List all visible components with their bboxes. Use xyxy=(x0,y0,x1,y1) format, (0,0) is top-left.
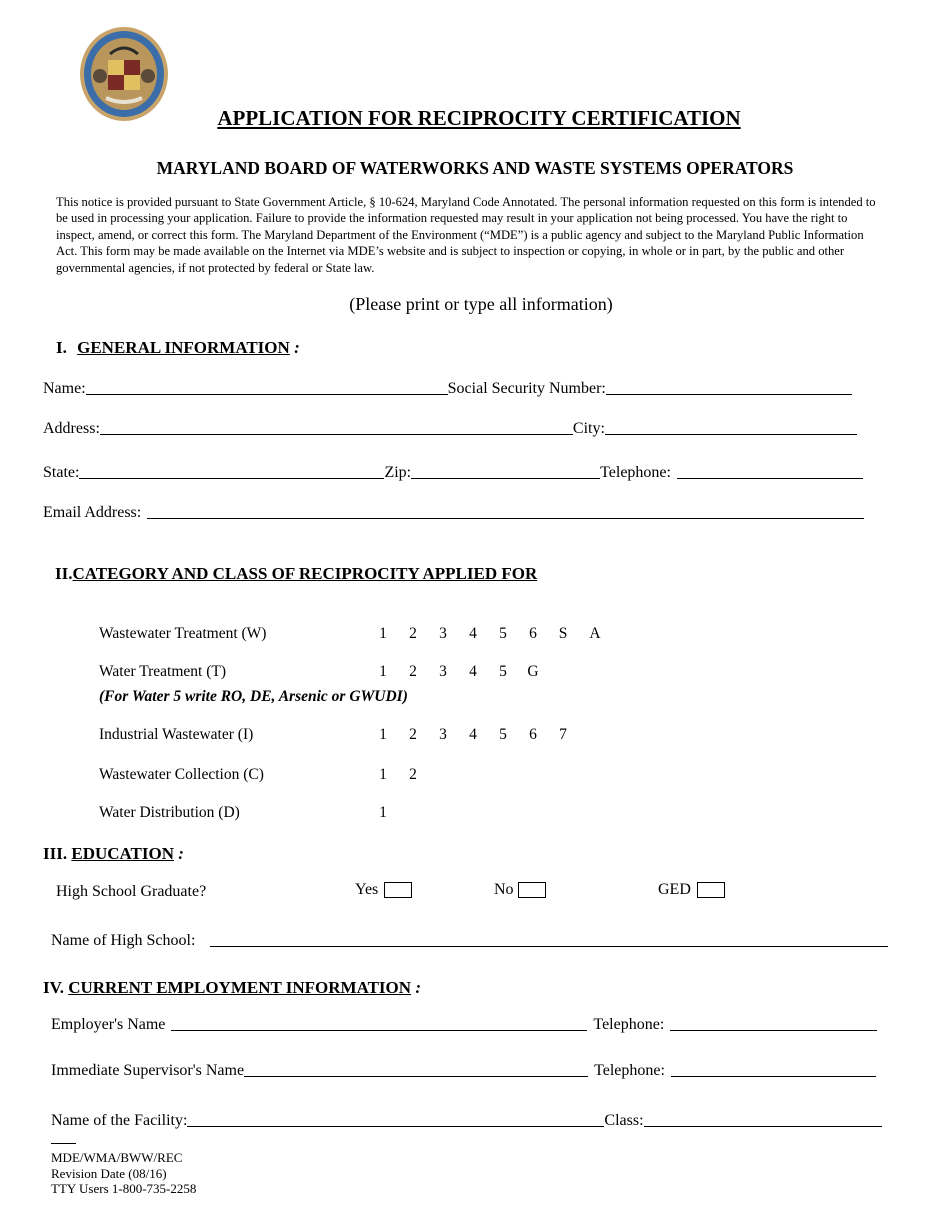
supervisor-input-line[interactable] xyxy=(244,1062,588,1077)
high-school-label: Name of High School: xyxy=(51,932,196,949)
city-label: City: xyxy=(572,420,605,437)
employer-telephone-input-line[interactable] xyxy=(670,1016,877,1031)
class-option[interactable]: 7 xyxy=(559,726,567,743)
employer-telephone-label: Telephone: xyxy=(593,1016,665,1033)
class-option[interactable]: 1 xyxy=(379,663,387,680)
class-option[interactable]: 5 xyxy=(499,625,507,642)
employer-label: Employer's Name xyxy=(51,1016,166,1033)
section-numeral: IV. xyxy=(43,978,64,997)
address-row xyxy=(43,420,857,438)
ssn-input-line[interactable] xyxy=(606,380,852,395)
class-option[interactable]: 2 xyxy=(409,766,417,783)
class-option[interactable]: 1 xyxy=(379,726,387,743)
ssn-label: Social Security Number: xyxy=(447,380,606,397)
section-colon: : xyxy=(415,978,421,997)
water-5-note: (For Water 5 write RO, DE, Arsenic or GWUDI) xyxy=(99,688,408,705)
section-category-heading xyxy=(55,564,537,584)
form-title: APPLICATION FOR RECIPROCITY CERTIFICATION xyxy=(217,106,741,130)
yes-checkbox[interactable] xyxy=(384,882,412,898)
address-input-line[interactable] xyxy=(100,420,573,435)
high-school-row xyxy=(51,932,888,950)
category-label: Industrial Wastewater (I) xyxy=(99,726,254,743)
zip-input-line[interactable] xyxy=(411,464,600,479)
no-label: No xyxy=(494,881,514,898)
name-row xyxy=(43,380,852,398)
section-numeral: II. xyxy=(55,564,73,583)
section-numeral: III. xyxy=(43,844,68,863)
facility-input-line[interactable] xyxy=(187,1112,604,1127)
ged-label: GED xyxy=(658,881,691,898)
state-label: State: xyxy=(43,464,80,481)
facility-row xyxy=(51,1112,882,1130)
facility-label: Name of the Facility: xyxy=(51,1112,188,1129)
no-option xyxy=(494,881,546,899)
yes-option xyxy=(355,881,412,899)
footer-rule xyxy=(51,1143,76,1144)
name-label: Name: xyxy=(43,380,86,397)
tty-number: TTY Users 1-800-735-2258 xyxy=(51,1181,197,1196)
ged-checkbox[interactable] xyxy=(697,882,725,898)
category-label: Wastewater Treatment (W) xyxy=(99,625,267,642)
state-input-line[interactable] xyxy=(79,464,384,479)
employer-input-line[interactable] xyxy=(171,1016,587,1031)
category-label: Wastewater Collection (C) xyxy=(99,766,264,783)
section-title: EDUCATION xyxy=(71,844,174,863)
class-option[interactable]: G xyxy=(527,663,539,680)
telephone-input-line[interactable] xyxy=(677,464,863,479)
class-option[interactable]: 6 xyxy=(529,726,537,743)
email-row xyxy=(43,504,864,522)
zip-label: Zip: xyxy=(384,464,412,481)
class-option[interactable]: 4 xyxy=(469,663,477,680)
supervisor-row xyxy=(51,1062,876,1080)
class-input-line[interactable] xyxy=(644,1112,882,1127)
state-row xyxy=(43,464,863,482)
class-option[interactable]: 4 xyxy=(469,726,477,743)
section-numeral: I. xyxy=(56,338,67,357)
class-option[interactable]: 1 xyxy=(379,625,387,642)
class-label: Class: xyxy=(604,1112,644,1129)
class-option[interactable]: 1 xyxy=(379,766,387,783)
email-input-line[interactable] xyxy=(147,504,864,519)
section-education-heading xyxy=(43,844,184,864)
class-option[interactable]: 3 xyxy=(439,726,447,743)
privacy-notice: This notice is provided pursuant to State Government Article, § 10-624, Maryland Code Annotated. The personal information requested on this form is intended to be used in processing your application. Failure to provide the information requested may result in your application not being processed. You have the right to inspect, amend, or correct this form. The Maryland Department of the Environment (“MDE”) is a public agency and subject to the Maryland Public Information Act. This form may be made available on the Internet via MDE’s website and is subject to inspection or copying, in whole or in part, by the public and other governmental agencies, if not protected by federal or State law. xyxy=(56,195,876,275)
address-label: Address: xyxy=(43,420,100,437)
print-instruction: (Please print or type all information) xyxy=(349,294,613,314)
class-option[interactable]: 3 xyxy=(439,625,447,642)
section-title: GENERAL INFORMATION xyxy=(77,338,290,357)
high-school-input-line[interactable] xyxy=(210,932,888,947)
class-option[interactable]: 5 xyxy=(499,726,507,743)
yes-label: Yes xyxy=(355,881,379,898)
email-label: Email Address: xyxy=(43,504,142,521)
section-title: CATEGORY AND CLASS OF RECIPROCITY APPLIED FOR xyxy=(72,564,538,583)
name-input-line[interactable] xyxy=(86,380,448,395)
section-title: CURRENT EMPLOYMENT INFORMATION xyxy=(68,978,412,997)
telephone-label: Telephone: xyxy=(600,464,671,481)
class-option[interactable]: 5 xyxy=(499,663,507,680)
class-option[interactable]: 2 xyxy=(409,726,417,743)
class-option[interactable]: 1 xyxy=(379,804,387,821)
class-option[interactable]: A xyxy=(589,625,601,642)
supervisor-label: Immediate Supervisor's Name xyxy=(51,1062,245,1079)
employer-row xyxy=(51,1016,877,1034)
form-code: MDE/WMA/BWW/REC xyxy=(51,1150,183,1165)
section-general-information-heading xyxy=(56,338,300,358)
ged-option xyxy=(658,881,725,899)
section-colon: : xyxy=(294,338,300,357)
hs-graduate-question: High School Graduate? xyxy=(56,883,207,900)
revision-date: Revision Date (08/16) xyxy=(51,1165,167,1181)
class-option[interactable]: S xyxy=(558,625,568,642)
footer xyxy=(51,1150,196,1197)
category-label: Water Treatment (T) xyxy=(99,663,227,680)
class-option[interactable]: 4 xyxy=(469,625,477,642)
class-option[interactable]: 6 xyxy=(529,625,537,642)
supervisor-telephone-input-line[interactable] xyxy=(671,1062,876,1077)
class-option[interactable]: 2 xyxy=(409,663,417,680)
section-colon: : xyxy=(178,844,184,863)
no-checkbox[interactable] xyxy=(518,882,546,898)
class-option[interactable]: 2 xyxy=(409,625,417,642)
city-input-line[interactable] xyxy=(605,420,857,435)
board-name: MARYLAND BOARD OF WATERWORKS AND WASTE SYSTEMS OPERATORS xyxy=(156,158,794,178)
supervisor-telephone-label: Telephone: xyxy=(594,1062,665,1079)
class-option[interactable]: 3 xyxy=(439,663,447,680)
section-employment-heading xyxy=(43,978,421,998)
category-label: Water Distribution (D) xyxy=(99,804,240,821)
